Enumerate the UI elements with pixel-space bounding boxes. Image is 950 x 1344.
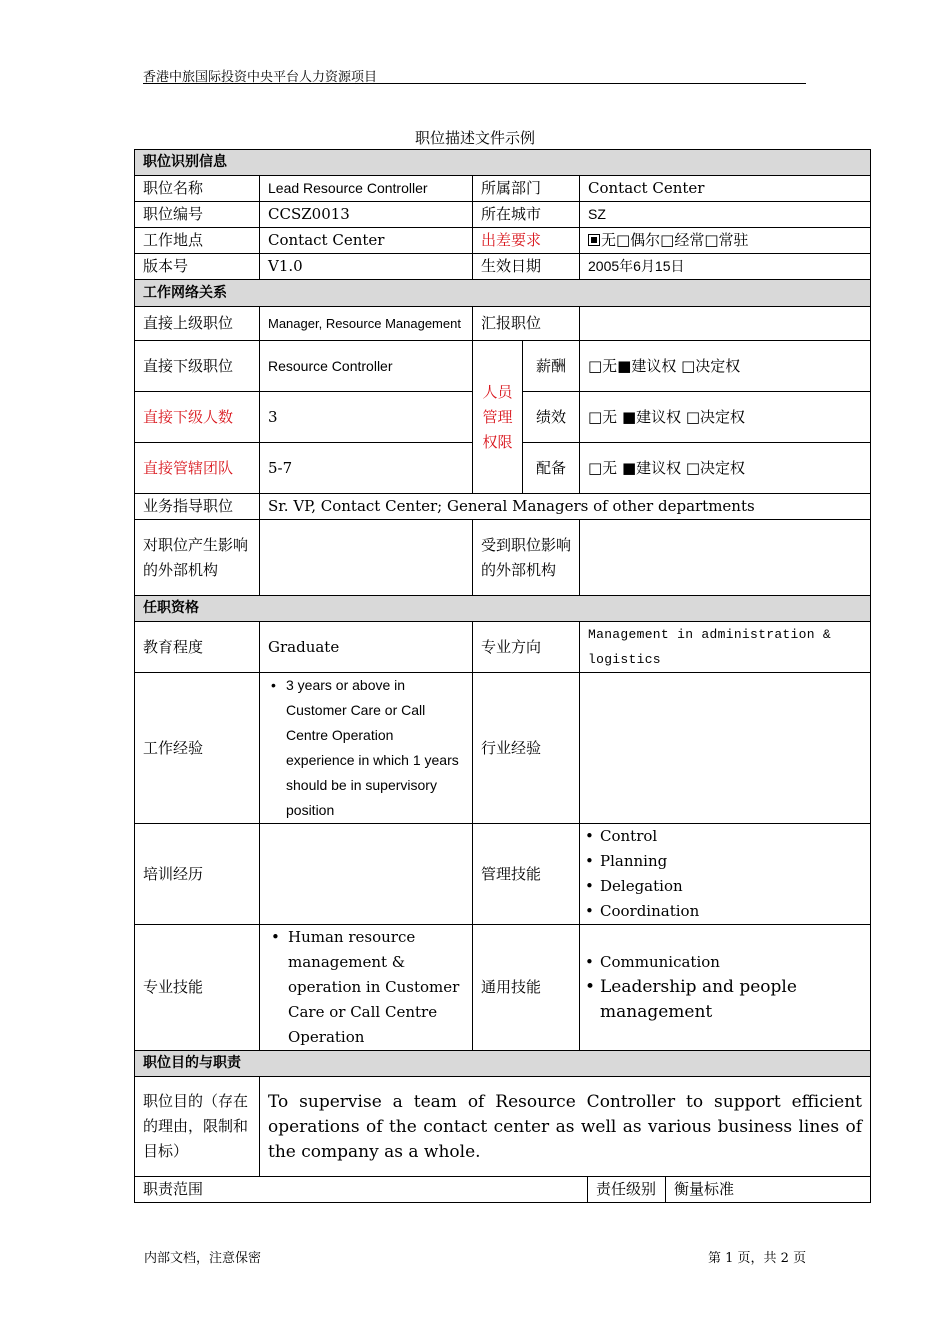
professional-skills-list (268, 925, 464, 1050)
value-managed-team: 5-7 (260, 443, 473, 494)
value-work-experience (260, 673, 473, 824)
list-item: • Communication (582, 950, 862, 975)
management-skills-list (582, 824, 862, 924)
footer-page-number: 第 1 页，共 2 页 (708, 1251, 807, 1266)
travel-options-text: 无□偶尔□经常□常驻 (601, 231, 749, 249)
list-item: • Control (582, 824, 862, 849)
value-management-skills (580, 824, 871, 925)
label-position-name: 职位名称 (135, 176, 260, 202)
value-external-affected (580, 520, 871, 596)
authority-item-performance: 绩效 (523, 392, 580, 443)
label-effective-date: 生效日期 (473, 254, 580, 280)
label-personnel-authority: 人员管理权限 (473, 341, 523, 494)
list-item: • 3 years or above in Customer Care or Call Centre Operation experience in which 1 years should be in supervisory position (268, 673, 464, 823)
value-training (260, 824, 473, 925)
authority-item-staffing: 配备 (523, 443, 580, 494)
value-work-location: Contact Center (260, 228, 473, 254)
label-managed-team: 直接管辖团队 (135, 443, 260, 494)
section-title-network: 工作网络关系 (135, 280, 871, 307)
section-title-qualifications: 任职资格 (135, 596, 871, 622)
list-item: • Coordination (582, 899, 862, 924)
label-general-skills: 通用技能 (473, 925, 580, 1051)
value-travel-requirement (580, 228, 871, 254)
label-work-experience: 工作经验 (135, 673, 260, 824)
label-responsibility-scope: 职责范围 (135, 1177, 588, 1203)
list-item: • Delegation (582, 874, 862, 899)
value-department: Contact Center (580, 176, 871, 202)
value-direct-subordinate: Resource Controller (260, 341, 473, 392)
value-general-skills (580, 925, 871, 1051)
authority-value-staffing: □无 ■建议权 □决定权 (580, 443, 871, 494)
label-external-impact: 对职位产生影响的外部机构 (135, 520, 260, 596)
list-item: • Leadership and people management (582, 975, 862, 1025)
authority-value-performance: □无 ■建议权 □决定权 (580, 392, 871, 443)
value-effective-date: 2005年6月15日 (580, 254, 871, 280)
value-report-position (580, 307, 871, 341)
value-professional-skills (260, 925, 473, 1051)
value-education: Graduate (260, 622, 473, 673)
value-purpose: To supervise a team of Resource Controller to support efficient operations of the contact center as well as various business lines of the company as a whole. (260, 1077, 871, 1177)
value-direct-superior: Manager, Resource Management (260, 307, 473, 341)
value-external-impact (260, 520, 473, 596)
footer-confidential: 内部文档，注意保密 (144, 1251, 262, 1266)
value-business-guidance: Sr. VP, Contact Center; General Managers of other departments (260, 494, 871, 520)
label-version: 版本号 (135, 254, 260, 280)
checked-checkbox-icon (588, 234, 600, 246)
page-header: 香港中旅国际投资中央平台人力资源项目 (143, 70, 378, 85)
label-position-code: 职位编号 (135, 202, 260, 228)
label-direct-subordinate: 直接下级职位 (135, 341, 260, 392)
label-city: 所在城市 (473, 202, 580, 228)
value-subordinate-count: 3 (260, 392, 473, 443)
authority-item-salary: 薪酬 (523, 341, 580, 392)
label-report-position: 汇报职位 (473, 307, 580, 341)
value-industry-experience (580, 673, 871, 824)
label-direct-superior: 直接上级职位 (135, 307, 260, 341)
header-rule (143, 83, 806, 84)
list-item: • Human resource management & operation in Customer Care or Call Centre Operation (268, 925, 464, 1050)
value-city: SZ (580, 202, 871, 228)
label-purpose: 职位目的（存在的理由，限制和目标） (135, 1077, 260, 1177)
label-work-location: 工作地点 (135, 228, 260, 254)
document-title: 职位描述文件示例 (414, 129, 535, 147)
label-travel-requirement: 出差要求 (473, 228, 580, 254)
section-title-purpose: 职位目的与职责 (135, 1051, 871, 1077)
general-skills-list (582, 950, 862, 1025)
value-major: Management in administration & logistics (580, 622, 871, 673)
label-training: 培训经历 (135, 824, 260, 925)
list-item: • Planning (582, 849, 862, 874)
section-title-identification: 职位识别信息 (135, 150, 871, 176)
label-responsibility-level: 责任级别 (588, 1177, 666, 1203)
label-major: 专业方向 (473, 622, 580, 673)
value-position-code: CCSZ0013 (260, 202, 473, 228)
label-education: 教育程度 (135, 622, 260, 673)
experience-list (268, 673, 464, 823)
label-industry-experience: 行业经验 (473, 673, 580, 824)
label-professional-skills: 专业技能 (135, 925, 260, 1051)
label-measurement-standard: 衡量标准 (666, 1177, 871, 1203)
job-description-table (134, 149, 871, 1203)
label-department: 所属部门 (473, 176, 580, 202)
label-management-skills: 管理技能 (473, 824, 580, 925)
value-position-name: Lead Resource Controller (260, 176, 473, 202)
label-business-guidance: 业务指导职位 (135, 494, 260, 520)
label-subordinate-count: 直接下级人数 (135, 392, 260, 443)
label-external-affected: 受到职位影响的外部机构 (473, 520, 580, 596)
value-version: V1.0 (260, 254, 473, 280)
authority-value-salary: □无■建议权 □决定权 (580, 341, 871, 392)
